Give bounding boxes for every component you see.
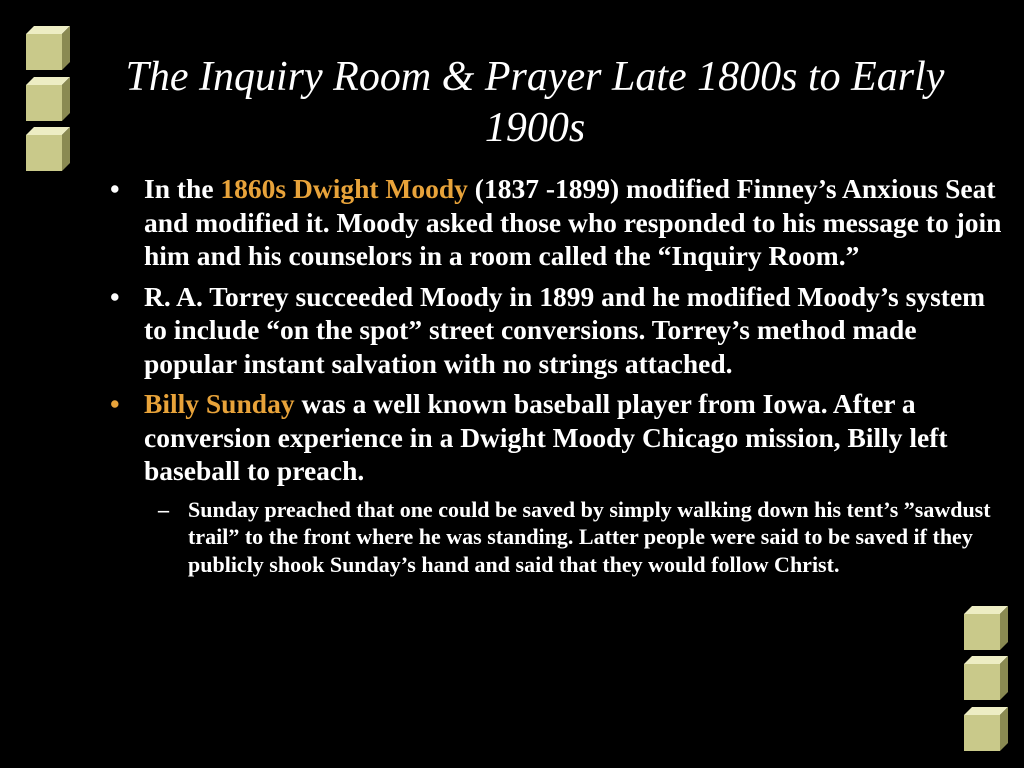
cube-icon: [26, 77, 70, 121]
bullet-item-torrey: [110, 280, 1010, 381]
sub-bullet-sawdust-trail: [110, 496, 1010, 579]
bullet-item-moody: [110, 172, 1010, 273]
bullet-marker: •: [110, 388, 120, 419]
bullet-marker: •: [110, 280, 120, 312]
cube-icon: [26, 26, 70, 70]
bullet-list: [110, 172, 1010, 578]
slide-title: The Inquiry Room & Prayer Late 1800s to Early 1900s: [125, 54, 945, 151]
bullet-marker: •: [110, 173, 120, 204]
bullet-text: was a well known baseball player from Iowa. After a conversion experience in a Dwight Moody Chicago mission, Billy left baseball to preach.: [144, 388, 948, 486]
bullet-prefix: In the: [144, 173, 221, 204]
bullet-text: (1837 -1899) modified Finney’s Anxious Seat and modified it. Moody asked those who responded to his message to join him and his counselors in a room called the “Inquiry Room.”: [144, 173, 1002, 271]
cube-icon: [964, 707, 1008, 751]
cube-icon: [964, 606, 1008, 650]
bullet-text: R. A. Torrey succeeded Moody in 1899 and he modified Moody’s system to include “on the spot” street conversions. Torrey’s method made popular instant salvation with no strings attached.: [144, 280, 986, 379]
sub-bullet-marker: –: [158, 496, 169, 522]
highlight-moody: 1860s Dwight Moody: [220, 173, 468, 204]
sub-bullet-text: Sunday preached that one could be saved by simply walking down his tent’s ”sawdust trail” to the front where he was standing. Latter people were said to be saved if they publicly shook Sunday’s hand and said that they would follow Christ.: [188, 496, 991, 577]
bullet-item-sunday: [110, 387, 1010, 488]
cube-icon: [964, 656, 1008, 700]
highlight-sunday: Billy Sunday: [144, 388, 295, 419]
cube-icon: [26, 127, 70, 171]
